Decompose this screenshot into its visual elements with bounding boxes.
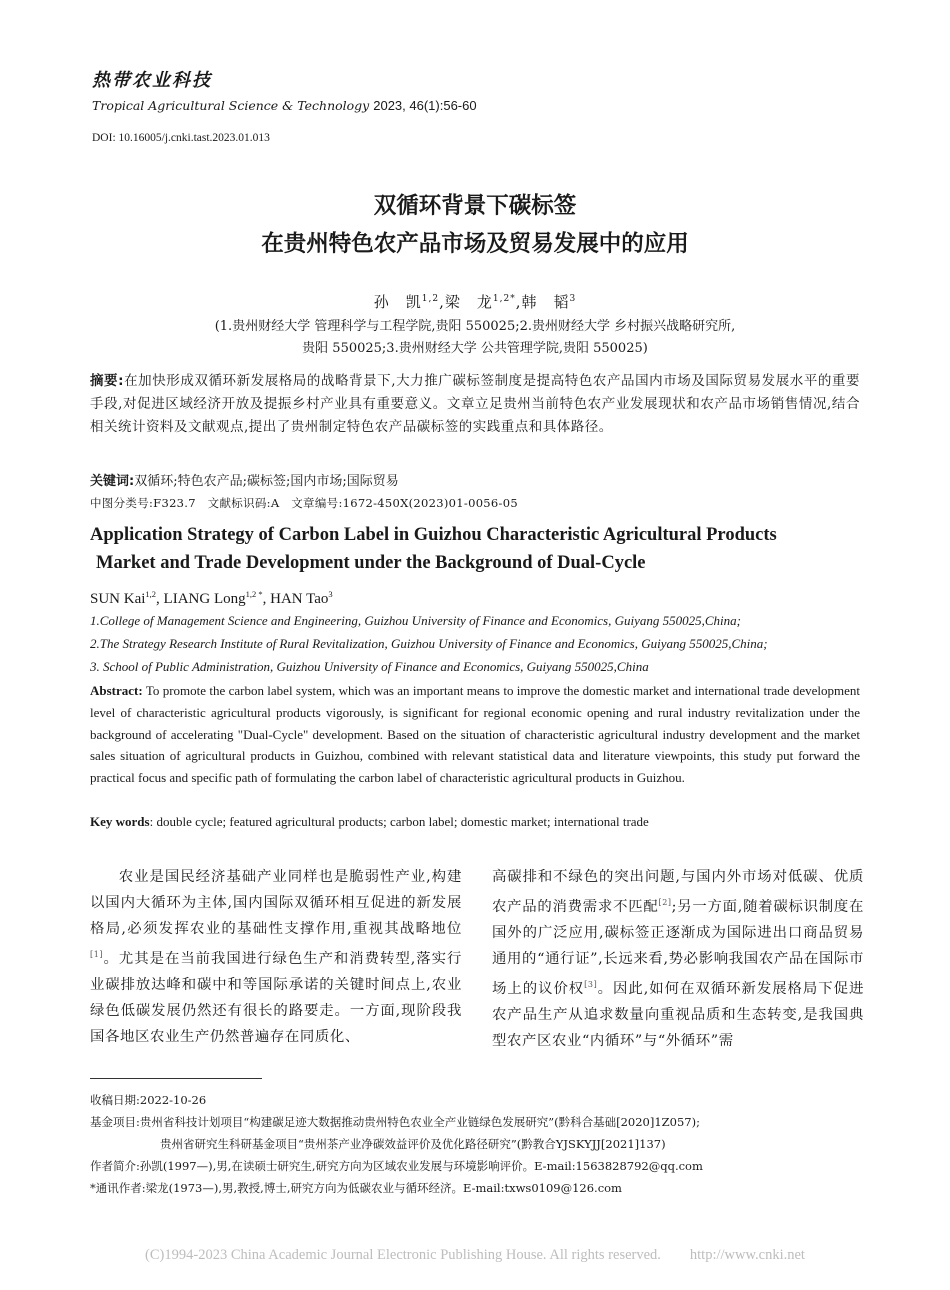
author-2-en-sup: 1,2 * [245,589,263,599]
keywords-en-text: : double cycle; featured agricultural products; carbon label; domestic market; international trade [149,814,649,829]
abstract-en-text: To promote the carbon label system, which was an important means to improve the domestic market and international trade development level of characteristic agricultural products vigorously, is significant for regional economic opening and rural industry revitalization under the background of accelerating "Dual-Cycle" development. Based on the situation of characteristic agricultural industry development and the market sales situation of agricultural products in Guizhou, combined with relevant statistical data and literature viewpoints, this study put forward the practical focus and specific path of formulating the carbon label of characteristic agricultural products in Guizhou. [90,683,860,786]
affiliation-cn-line1: (1.贵州财经大学 管理科学与工程学院,贵阳 550025;2.贵州财经大学 乡村振兴战略研究所, [214,319,736,334]
author-1-cn: 孙 凯 [373,293,422,311]
author-3-en: , HAN Tao [262,591,329,607]
journal-name-en: Tropical Agricultural Science & Technology [92,98,370,113]
citation-3[interactable]: [3] [584,979,598,989]
classification-line: 中图分类号:F323.7 文献标识码:A 文章编号:1672-450X(2023)01-0056-05 [90,496,518,510]
body-right-text-b: ;另一方面,随着碳标识制度在国外的广泛应用,碳标签正逐渐成为国际进出口商品贸易通用的“通行证”,长远来看,势必影响我国农产品在国际市场上的议价权 [492,898,864,997]
paper-title-cn-line1: 双循环背景下碳标签 [373,193,577,219]
author-1-en-sup: 1,2 [145,589,157,599]
abstract-en [90,680,860,789]
keywords-en [90,814,649,830]
footnote-fund-2: 贵州省研究生科研基金项目“贵州茶产业净碳效益评价及优化路径研究”(黔教合YJSKYJJ[2021]137) [160,1137,666,1151]
body-left-text-a: 农业是国民经济基础产业同样也是脆弱性产业,构建以国内大循环为主体,国内国际双循环相互促进的新发展格局,必须发挥农业的基础性支撑作用,重视其战略地位 [90,869,462,937]
journal-title-cn: 热带农业科技 [92,70,212,91]
abstract-cn-text: 在加快形成双循环新发展格局的战略背景下,大力推广碳标签制度是提高特色农产品国内市场及国际贸易发展水平的重要手段,对促进区域经济开放及提振乡村产业具有重要意义。文章立足贵州当前特色农产业发展现状和农产品市场销售情况,结合相关统计资料及文献观点,提出了贵州制定特色农产品碳标签的实践重点和具体路径。 [90,373,860,435]
affiliation-en-2: 2.The Strategy Research Institute of Rural Revitalization, Guizhou University of Finance and Economics, Guiyang 550025,China; [90,636,768,651]
authors-en [90,589,333,608]
paper-title-en-line1: Application Strategy of Carbon Label in Guizhou Characteristic Agricultural Products [90,525,777,545]
authors-cn [0,291,950,312]
body-column-right [492,864,864,1054]
journal-title-en [92,98,477,113]
footnote-author-bio: 作者简介:孙凯(1997—),男,在读硕士研究生,研究方向为区域农业发展与环境影响评价。E-mail:1563828792@qq.com [90,1159,703,1173]
author-3-en-sup: 3 [328,589,333,599]
author-2-en: , LIANG Long [156,591,246,607]
doi[interactable]: DOI: 10.16005/j.cnki.tast.2023.01.013 [92,132,270,144]
footnote-fund-1: 基金项目:贵州省科技计划项目“构建碳足迹大数据推动贵州特色农业全产业链绿色发展研究”(黔科合基础[2020]1Z057); [90,1115,700,1129]
affiliation-cn-line2: 贵阳 550025;3.贵州财经大学 公共管理学院,贵阳 550025) [302,341,648,356]
footnote-divider [90,1078,262,1079]
affiliation-en-3: 3. School of Public Administration, Guizhou University of Finance and Economics, Guiyang 550025,China [90,659,649,674]
abstract-cn-label: 摘要: [90,373,125,389]
paper-title-en-line2: Market and Trade Development under the Background of Dual-Cycle [96,553,646,573]
footnote-corresponding: *通讯作者:梁龙(1973—),男,教授,博士,研究方向为低碳农业与循环经济。E-mail:txws0109@126.com [90,1181,622,1195]
body-column-left [90,864,462,1050]
copyright-watermark: (C)1994-2023 China Academic Journal Electronic Publishing House. All rights reserved. http://www.cnki.net [145,1247,805,1263]
affiliation-en-1: 1.College of Management Science and Engineering, Guizhou University of Finance and Economics, Guiyang 550025,China; [90,613,741,628]
abstract-cn [90,370,860,439]
keywords-en-label: Key words [90,814,150,829]
author-1-sup: 1,2 [421,294,440,304]
author-2-sup: 1,2* [492,294,516,304]
keywords-cn [90,470,399,489]
paper-title-cn-line2: 在贵州特色农产品市场及贸易发展中的应用 [261,231,689,257]
keywords-cn-text: 双循环;特色农产品;碳标签;国内市场;国际贸易 [134,474,399,489]
body-right-text-c: 。因此,如何在双循环新发展格局下促进农产品生产从追求数量向重视品质和生态转变,是我国典型农产区农业“内循环”与“外循环”需 [492,980,864,1049]
author-1-en: SUN Kai [90,591,146,607]
body-left-text-b: 。尤其是在当前我国进行绿色生产和消费转型,落实行业碳排放达峰和碳中和等国际承诺的关键时间点上,农业绿色低碳发展仍然还有很长的路要走。一方面,现阶段我国各地区农业生产仍然普遍存在同质化、 [90,950,462,1045]
journal-volume: 2023, 46(1):56-60 [373,98,477,113]
abstract-en-label: Abstract: [90,683,143,698]
footnote-received: 收稿日期:2022-10-26 [90,1093,207,1107]
author-2-cn: ,梁 龙 [439,293,493,311]
citation-2[interactable]: [2] [658,898,672,907]
citation-1[interactable]: [1] [90,950,104,959]
author-3-cn: ,韩 韬 [515,293,570,311]
keywords-cn-label: 关键词: [90,474,135,489]
author-3-sup: 3 [569,294,577,304]
body-right-text-a: 高碳排和不绿色的突出问题,与国内外市场对低碳、优质农产品的消费需求不匹配 [492,869,864,915]
